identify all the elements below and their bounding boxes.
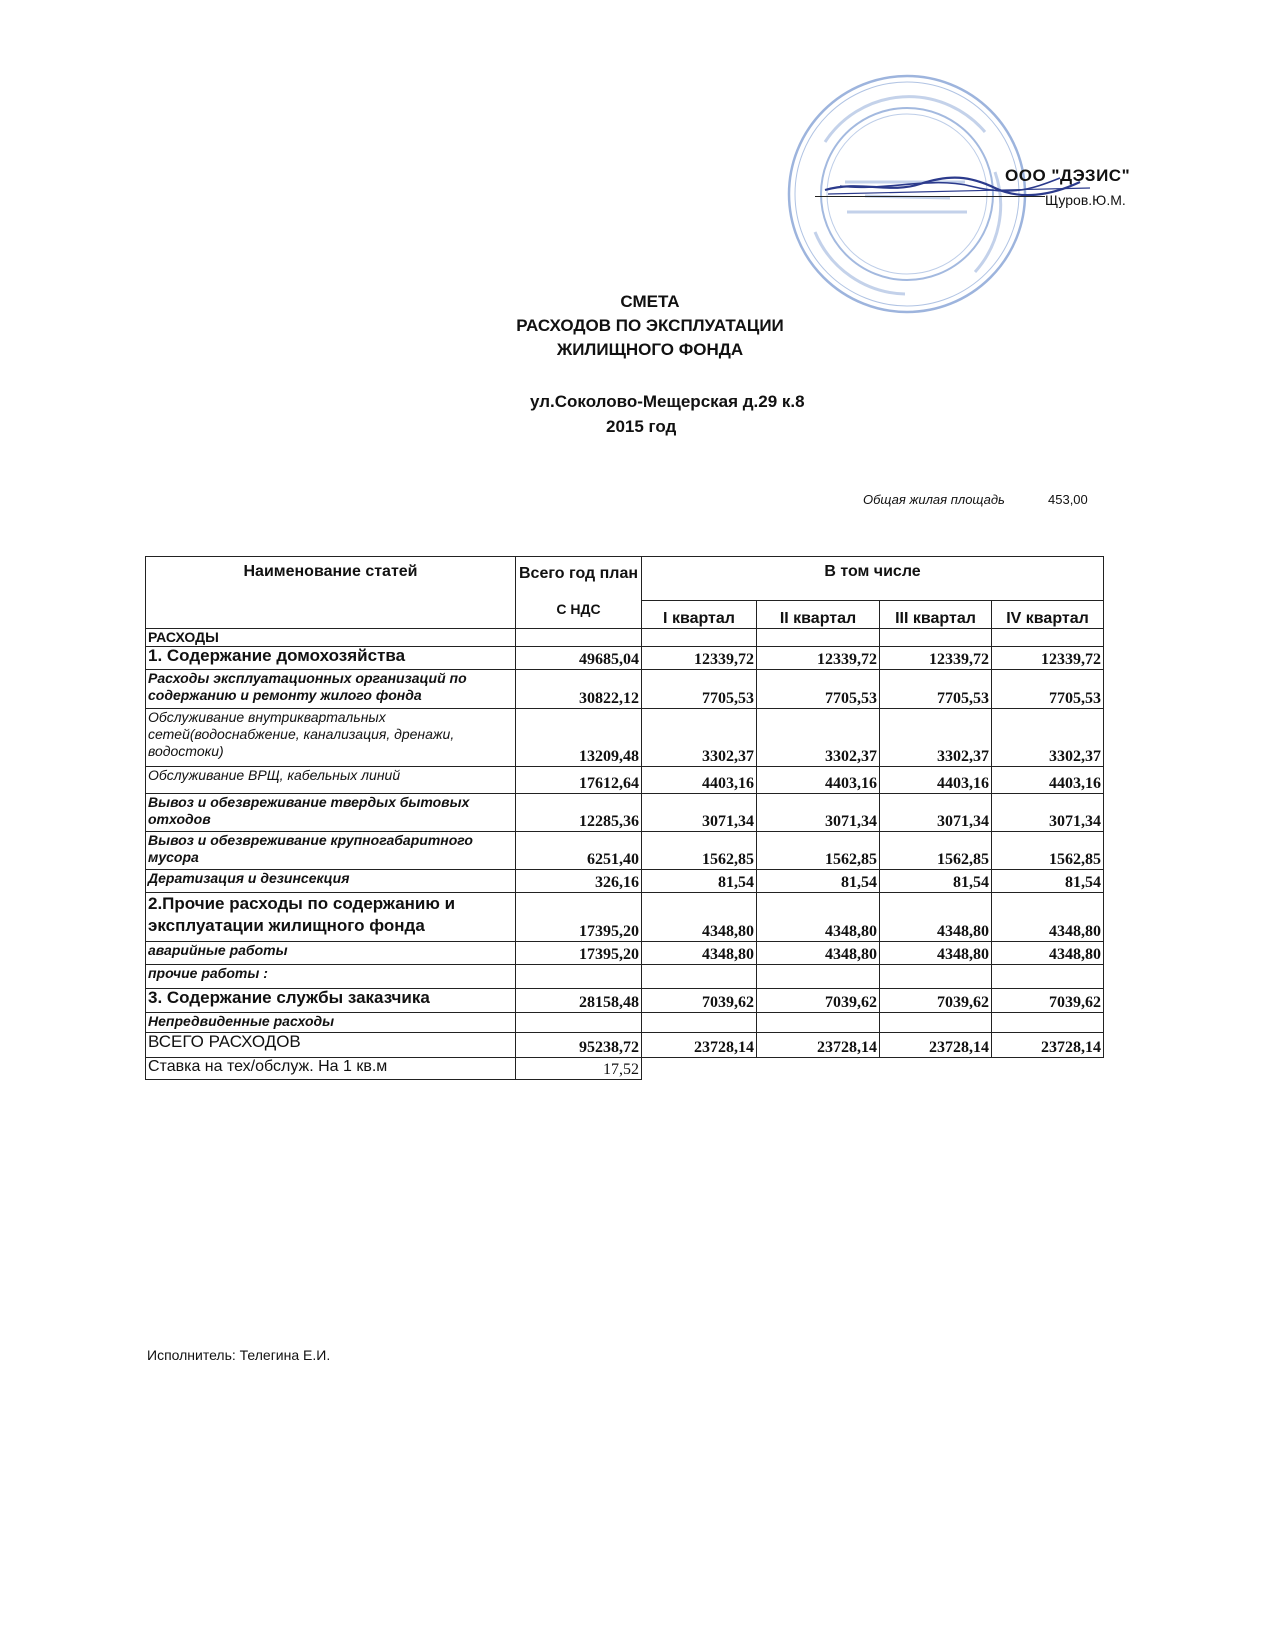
signature-line <box>815 196 1045 197</box>
header-total-plan: Всего год план <box>516 557 642 601</box>
row-q2: 1562,85 <box>757 832 880 870</box>
row-total <box>516 1013 642 1033</box>
row-q4: 4403,16 <box>992 767 1104 794</box>
row-q3: 7039,62 <box>880 989 992 1013</box>
table-row <box>146 893 1104 942</box>
row-q4 <box>992 1013 1104 1033</box>
header-q2: II квартал <box>757 601 880 629</box>
row-q2: 7039,62 <box>757 989 880 1013</box>
row-q1: 81,54 <box>642 870 757 893</box>
row-q4: 1562,85 <box>992 832 1104 870</box>
living-area <box>863 492 1088 507</box>
row-q1: 12339,72 <box>642 647 757 670</box>
header-in-total: В том числе <box>642 557 1104 601</box>
row-q3: 3302,37 <box>880 709 992 767</box>
address: ул.Соколово-Мещерская д.29 к.8 <box>530 392 805 411</box>
row-q3: 4403,16 <box>880 767 992 794</box>
row-q4: 7039,62 <box>992 989 1104 1013</box>
row-q1 <box>642 629 757 647</box>
table-row <box>146 647 1104 670</box>
approver-name: Щуров.Ю.М. <box>1045 192 1126 208</box>
row-q2 <box>757 629 880 647</box>
row-q2: 3071,34 <box>757 794 880 832</box>
row-q4 <box>992 629 1104 647</box>
row-q4: 3071,34 <box>992 794 1104 832</box>
row-q2 <box>757 1013 880 1033</box>
row-total: 30822,12 <box>516 670 642 709</box>
area-value: 453,00 <box>1048 492 1088 507</box>
row-q1 <box>642 965 757 989</box>
row-q2: 4403,16 <box>757 767 880 794</box>
table-row <box>146 794 1104 832</box>
row-q3 <box>880 1013 992 1033</box>
table-row <box>146 870 1104 893</box>
title-line-1: СМЕТА <box>620 292 680 311</box>
row-q3: 23728,14 <box>880 1033 992 1058</box>
row-q4: 4348,80 <box>992 893 1104 942</box>
rate-value: 17,52 <box>516 1058 642 1080</box>
header-name: Наименование статей <box>146 557 516 629</box>
row-name: аварийные работы <box>146 942 516 965</box>
row-name: Непредвиденные расходы <box>146 1013 516 1033</box>
row-q1: 23728,14 <box>642 1033 757 1058</box>
row-name: ВСЕГО РАСХОДОВ <box>146 1033 516 1058</box>
row-q1: 1562,85 <box>642 832 757 870</box>
row-q2 <box>757 965 880 989</box>
row-name: 2.Прочие расходы по содержанию и эксплуатации жилищного фонда <box>146 893 516 942</box>
table-row <box>146 629 1104 647</box>
row-q4: 23728,14 <box>992 1033 1104 1058</box>
row-q1: 3071,34 <box>642 794 757 832</box>
header-q1: I квартал <box>642 601 757 629</box>
row-q1: 4403,16 <box>642 767 757 794</box>
row-q1: 7705,53 <box>642 670 757 709</box>
row-q1: 3302,37 <box>642 709 757 767</box>
row-q4: 4348,80 <box>992 942 1104 965</box>
row-q4 <box>992 965 1104 989</box>
table-row <box>146 1033 1104 1058</box>
row-name: Обслуживание ВРЩ, кабельных линий <box>146 767 516 794</box>
header-total-vat: С НДС <box>516 601 642 629</box>
title-line-2: РАСХОДОВ ПО ЭКСПЛУАТАЦИИ <box>516 316 784 335</box>
table-row <box>146 709 1104 767</box>
row-name: РАСХОДЫ <box>146 629 516 647</box>
row-total <box>516 965 642 989</box>
table-row <box>146 1013 1104 1033</box>
row-q3: 81,54 <box>880 870 992 893</box>
table-row <box>146 942 1104 965</box>
row-name: 3. Содержание службы заказчика <box>146 989 516 1013</box>
row-total: 17395,20 <box>516 893 642 942</box>
row-q2: 4348,80 <box>757 893 880 942</box>
row-name: Вывоз и обезвреживание крупногабаритного мусора <box>146 832 516 870</box>
row-q1: 7039,62 <box>642 989 757 1013</box>
row-name: Дератизация и дезинсекция <box>146 870 516 893</box>
row-total: 17612,64 <box>516 767 642 794</box>
header-q4: IV квартал <box>992 601 1104 629</box>
row-total: 6251,40 <box>516 832 642 870</box>
row-q3: 7705,53 <box>880 670 992 709</box>
table-row <box>146 767 1104 794</box>
row-q4: 3302,37 <box>992 709 1104 767</box>
row-total: 95238,72 <box>516 1033 642 1058</box>
row-name: Обслуживание внутриквартальных сетей(водоснабжение, канализация, дренажи, водостоки) <box>146 709 516 767</box>
row-name: Расходы эксплуатационных организаций по содержанию и ремонту жилого фонда <box>146 670 516 709</box>
row-total: 28158,48 <box>516 989 642 1013</box>
document-title <box>480 290 820 362</box>
row-q2: 3302,37 <box>757 709 880 767</box>
row-name: Вывоз и обезвреживание твердых бытовых отходов <box>146 794 516 832</box>
header-q3: III квартал <box>880 601 992 629</box>
year: 2015 год <box>606 417 677 436</box>
approval-block <box>795 166 1140 216</box>
title-line-3: ЖИЛИЩНОГО ФОНДА <box>556 340 744 359</box>
row-q3: 12339,72 <box>880 647 992 670</box>
table-row <box>146 670 1104 709</box>
row-q1 <box>642 1013 757 1033</box>
row-q3: 3071,34 <box>880 794 992 832</box>
row-total: 13209,48 <box>516 709 642 767</box>
row-q4: 81,54 <box>992 870 1104 893</box>
row-total: 12285,36 <box>516 794 642 832</box>
row-q2: 4348,80 <box>757 942 880 965</box>
table-row <box>146 965 1104 989</box>
table-row <box>146 989 1104 1013</box>
row-total: 326,16 <box>516 870 642 893</box>
organization-name: ООО "ДЭЗИС" <box>1005 166 1131 185</box>
row-q3: 4348,80 <box>880 942 992 965</box>
row-name: 1. Содержание домохозяйства <box>146 647 516 670</box>
estimate-table <box>145 556 1104 1080</box>
row-q2: 23728,14 <box>757 1033 880 1058</box>
row-name: прочие работы : <box>146 965 516 989</box>
row-total: 49685,04 <box>516 647 642 670</box>
row-q2: 7705,53 <box>757 670 880 709</box>
row-q4: 7705,53 <box>992 670 1104 709</box>
rate-label: Ставка на тех/обслуж. На 1 кв.м <box>146 1058 516 1080</box>
table-row <box>146 832 1104 870</box>
row-q2: 81,54 <box>757 870 880 893</box>
row-q2: 12339,72 <box>757 647 880 670</box>
rate-row <box>146 1058 1104 1080</box>
row-total <box>516 629 642 647</box>
row-q3: 1562,85 <box>880 832 992 870</box>
row-q1: 4348,80 <box>642 893 757 942</box>
row-q4: 12339,72 <box>992 647 1104 670</box>
row-q1: 4348,80 <box>642 942 757 965</box>
row-q3: 4348,80 <box>880 893 992 942</box>
row-q3 <box>880 629 992 647</box>
area-label: Общая жилая площадь <box>863 492 1005 507</box>
executor: Исполнитель: Телегина Е.И. <box>147 1347 331 1363</box>
row-q3 <box>880 965 992 989</box>
row-total: 17395,20 <box>516 942 642 965</box>
